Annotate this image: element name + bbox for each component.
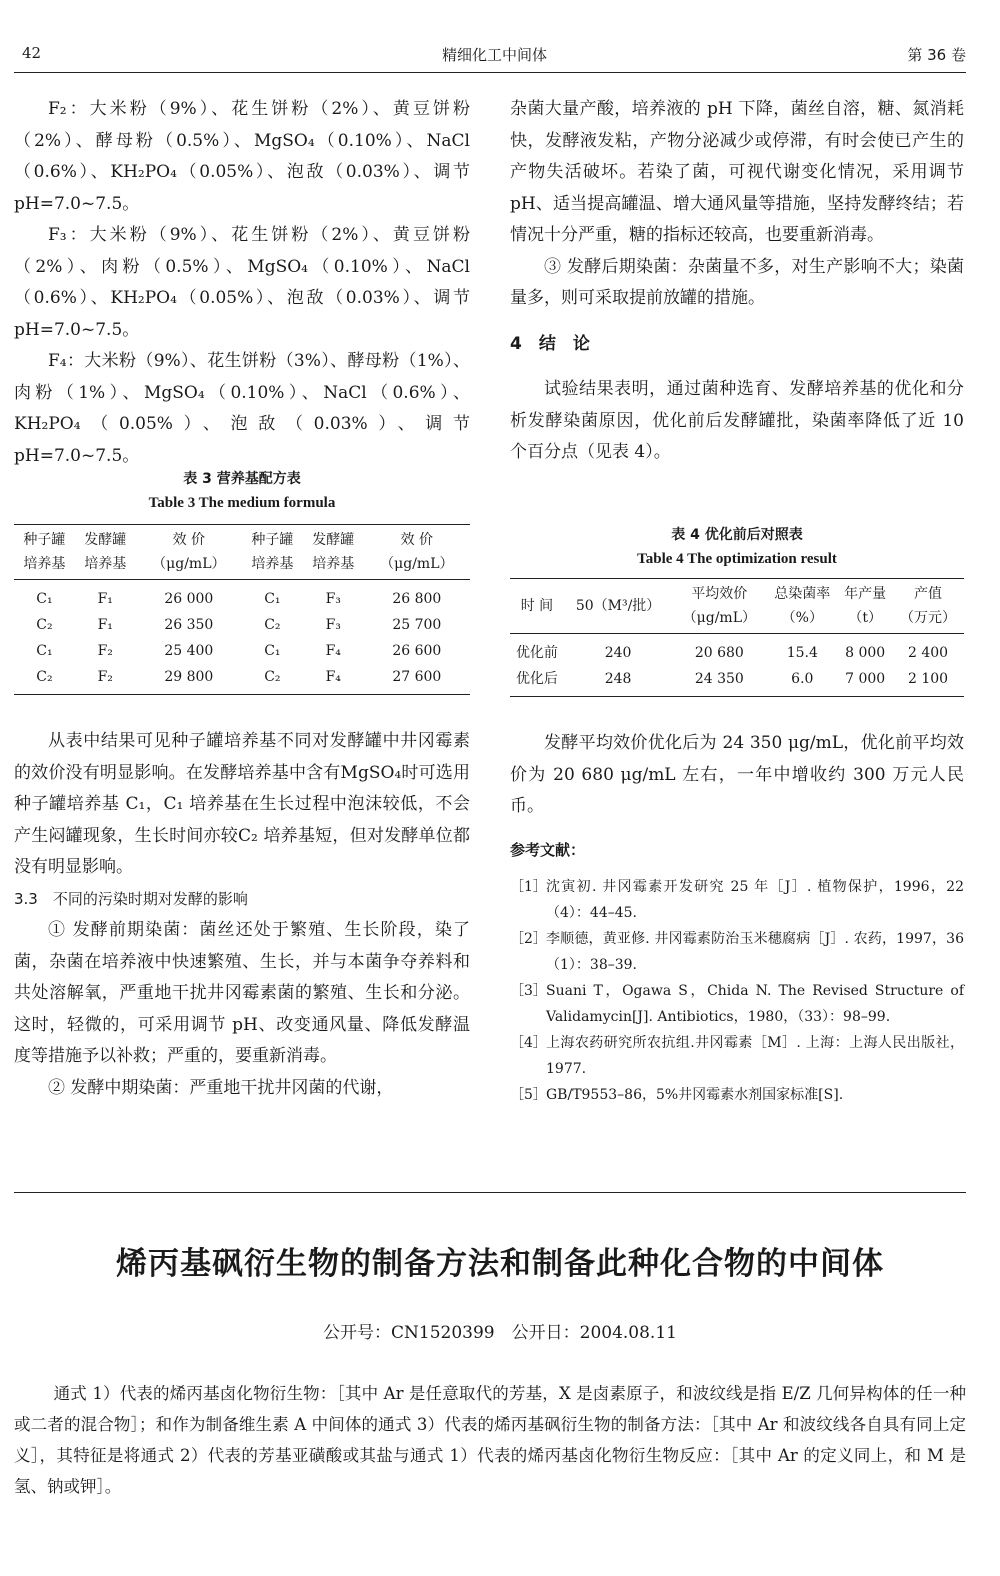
table-row [14,612,470,638]
reference-list [510,874,964,1108]
table-cell: 26 350 [164,617,214,633]
table3 [14,524,470,695]
para-mid-continued: 杂菌大量产酸，培养液的 pH 下降，菌丝自溶，糖、氮消耗快，发酵液发粘，产物分泌减少或停滞，有时会使已产生的产物失活破坏。若染了菌，可视代谢变化情况，采用调节 pH、适当提高罐温、增大通风量等措施，坚持发酵终结；若情况十分严重，糖的指标还较高，也要重新消毒。 [510,99,964,245]
table-cell: 7 000 [845,671,886,687]
para-conclusion: 试验结果表明，通过菌种选育、发酵培养基的优化和分析发酵染菌原因，优化前后发酵罐批，染菌率降低了近 10 个百分点（见表 4）。 [510,379,964,462]
reference-item: ［2］ 李顺德，黄亚修. 井冈霉素防治玉米穗腐病［J］. 农药，1997，36（1）：38–39. [510,931,964,973]
reference-item: ［3］ Suani T，Ogawa S，Chida N. The Revised Structure of Validamycin[J]. Antibiotics，1980，（33）：98–99. [510,983,964,1025]
article-title: 烯丙基砜衍生物的制备方法和制备此种化合物的中间体 [116,1246,884,1282]
table-cell: 2 400 [908,645,949,661]
table-cell: C₁ [36,591,53,607]
table3-header: 效 价 （μg/mL） [152,532,226,572]
reference-item: ［5］ GB/T9553–86，5%井冈霉素水剂国家标准[S]. [510,1087,844,1103]
right-column [510,94,964,469]
publication-info: 公开号：CN1520399 公开日：2004.08.11 [323,1323,677,1343]
page-number: 42 [22,44,42,62]
table3-caption-cn: 表 3 营养基配方表 [183,471,301,487]
table-row [14,638,470,664]
formula-f2: F₂：大米粉（9%）、花生饼粉（2%）、黄豆饼粉（2%）、酵母粉（0.5%）、MgSO₄（0.10%）、NaCl（0.6%）、KH₂PO₄（0.05%）、泡敌（0.03%）、调节 pH=7.0~7.5。 [14,99,470,214]
abstract-text: 通式 1）代表的烯丙基卤化物衍生物：［其中 Ar 是任意取代的芳基，X 是卤素原子，和波纹线是指 E/Z 几何异构体的任一种或二者的混合物］；和作为制备维生素 A 中间体的通式 3）代表的烯丙基砜衍生物的制备方法：［其中 Ar 和波纹线各自具有同上定义］，其特征是将通式 2）代表的芳基亚磺酸或其盐与通式 1）代表的烯丙基卤化物衍生物反应：［其中 Ar 的定义同上，和 M 是氢、钠或钾］。 [14,1384,966,1496]
para-early-contamination: ① 发酵前期染菌：菌丝还处于繁殖、生长阶段，染了菌，杂菌在培养液中快速繁殖、生长，并与本菌争夺养料和共处溶解氧，严重地干扰井冈霉素菌的繁殖、生长和分泌。这时，轻微的，可采用调节 pH、改变通风量、降低发酵温度等措施予以补救；严重的，要重新消毒。 [14,920,470,1066]
table3-header: 发酵罐 培养基 [312,532,355,572]
table-cell: F₄ [325,643,341,659]
table4-header: 时 间 [520,598,554,614]
reference-item: ［4］ 上海农药研究所农抗组.井冈霉素［M］. 上海：上海人民出版社，1977. [510,1035,964,1077]
table-cell: F₄ [325,669,341,685]
table3-header: 种子罐 培养基 [251,532,294,572]
formula-f4: F₄：大米粉（9%）、花生饼粉（3%）、酵母粉（1%）、肉粉（1%）、MgSO₄（0.10%）、NaCl（0.6%）、KH₂PO₄（0.05%）、泡敌（0.03%）、调节 pH=7.0~7.5。 [14,351,470,466]
table3-header: 种子罐 培养基 [23,532,66,572]
running-header [22,44,966,70]
table-cell: 8 000 [845,645,886,661]
table-cell: 优化后 [515,671,558,687]
table-cell: C₁ [264,591,281,607]
table3-header-row [14,525,470,580]
table-cell: 240 [604,645,632,661]
table-cell: 24 350 [694,671,744,687]
table4-caption-en: Table 4 The optimization result [637,551,837,567]
volume-label: 第 36 卷 [907,46,966,64]
table-cell: C₂ [264,669,281,685]
table-cell: F₃ [325,617,341,633]
table4-header: 50（M³/批） [575,598,661,614]
table-cell: F₂ [97,669,113,685]
para-result: 从表中结果可见种子罐培养基不同对发酵罐中井冈霉素的效价没有明显影响。在发酵培养基中含有MgSO₄时可选用种子罐培养基 C₁，C₁ 培养基在生长过程中泡沫较低，不会产生闷罐现象，生长时间亦较C₂ 培养基短，但对发酵单位都没有明显影响。 [14,731,470,877]
table4-header: 年产量 （t） [844,586,887,626]
table4-header-row [510,579,964,634]
table3-caption-en: Table 3 The medium formula [148,495,336,511]
table4-header: 总染菌率 （%） [774,586,831,626]
table4-header: 产值 （万元） [900,586,957,626]
header-rule [14,72,966,73]
right-column-lower [510,728,964,1108]
section-divider [14,1192,966,1193]
table-cell: 6.0 [791,671,814,687]
table-cell: C₂ [36,669,53,685]
table-cell: 优化前 [515,645,558,661]
table3-header: 效 价 （μg/mL） [380,532,454,572]
references-heading: 参考文献： [510,840,586,859]
table-cell: 26 600 [392,643,442,659]
table-row [510,634,964,667]
table-cell: 25 700 [392,617,442,633]
table-cell: 25 400 [164,643,214,659]
table-cell: 26 000 [164,591,214,607]
table-cell: 15.4 [786,645,818,661]
table-row [14,580,470,613]
table-cell: F₁ [97,617,113,633]
section-3-3-heading: 3.3 不同的污染时期对发酵的影响 [14,889,248,908]
table-cell: F₃ [325,591,341,607]
table-cell: C₂ [36,617,53,633]
article-abstract [14,1378,966,1502]
table-cell: 248 [604,671,632,687]
table-cell: C₁ [36,643,53,659]
table-cell: 26 800 [392,591,442,607]
para-value: 发酵平均效价优化后为 24 350 μg/mL，优化前平均效价为 20 680 μg/mL 左右，一年中增收约 300 万元人民币。 [510,733,964,816]
table-cell: F₂ [97,643,113,659]
table-cell: 29 800 [164,669,214,685]
journal-name: 精细化工中间体 [442,46,548,64]
left-column-lower [14,726,470,1104]
table-row [14,664,470,695]
para-mid-contamination: ② 发酵中期染菌：严重地干扰井冈菌的代谢， [48,1077,394,1098]
table-cell: C₁ [264,643,281,659]
section-4-heading: 4 结 论 [510,333,590,354]
table4-header: 平均效价 （μg/mL） [682,586,756,626]
table-cell: 2 100 [908,671,949,687]
table-cell: F₁ [97,591,113,607]
table4-block [510,522,964,697]
reference-item: ［1］ 沈寅初. 井冈霉素开发研究 25 年［J］. 植物保护，1996，22（4）：44–45. [510,879,964,921]
table-cell: 20 680 [694,645,744,661]
table3-header: 发酵罐 培养基 [84,532,127,572]
table-cell: C₂ [264,617,281,633]
table4 [510,578,964,697]
table-row [510,666,964,697]
table-cell: 27 600 [392,669,442,685]
left-column [14,94,470,472]
formula-f3: F₃：大米粉（9%）、花生饼粉（2%）、黄豆饼粉（2%）、肉粉（0.5%）、MgSO₄（0.10%）、NaCl（0.6%）、KH₂PO₄（0.05%）、泡敌（0.03%）、调节 pH=7.0~7.5。 [14,225,470,340]
table3-block [14,466,470,695]
para-late-contamination: ③ 发酵后期染菌：杂菌量不多，对生产影响不大；染菌量多，则可采取提前放罐的措施。 [510,256,964,308]
table4-caption-cn: 表 4 优化前后对照表 [671,527,803,543]
